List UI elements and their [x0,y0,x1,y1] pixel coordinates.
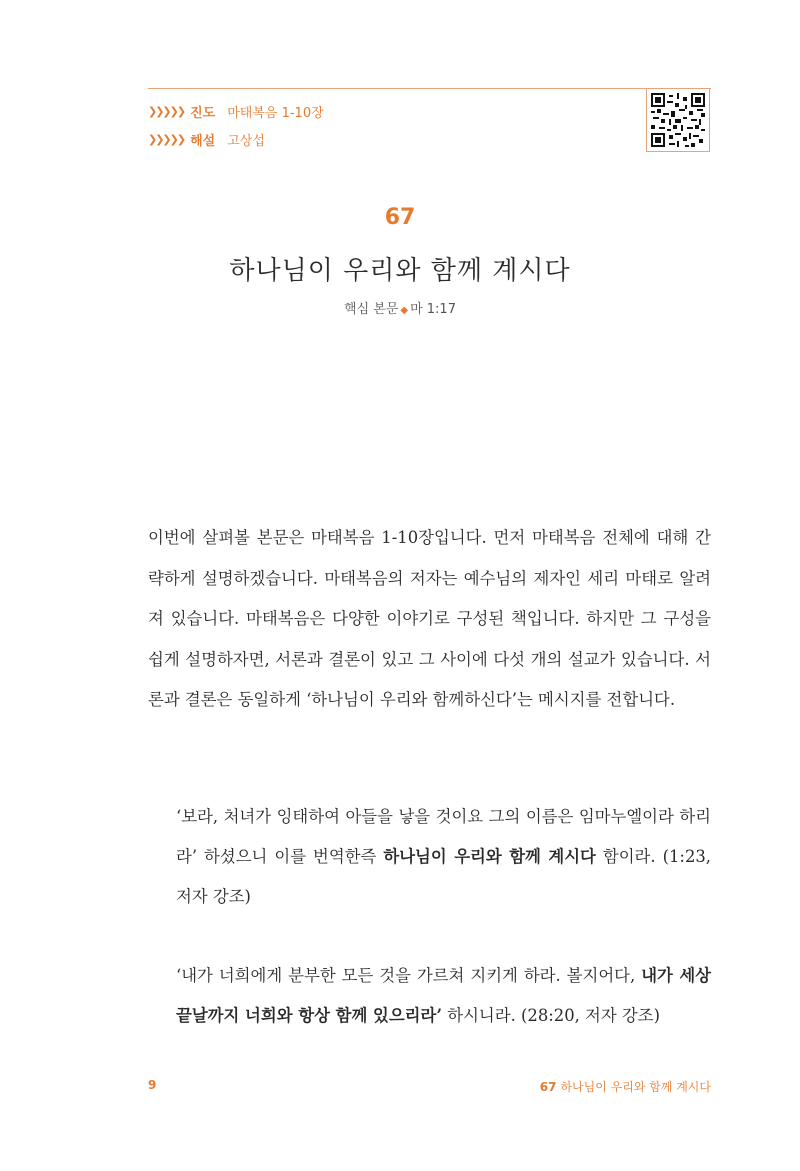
quote-citation: 하시니라. (28:20, 저자 강조) [442,1006,660,1025]
quote-text: ‘내가 너희에게 분부한 모든 것을 가르쳐 지키게 하라. 볼지어다, [176,966,642,985]
header-rule [148,88,711,89]
meta-label: 진도 [190,105,216,121]
chapter-number: 67 [384,205,416,230]
quote-text: ‘보라, 처녀가 잉태하여 아들을 낳을 것이요 그의 이름은 임마누엘이라 하리라’ 하셨으니 이를 번역한즉 [176,807,711,866]
scripture-quote [176,956,711,1036]
page-number: 9 [148,1078,157,1092]
qr-code-icon[interactable] [651,93,705,147]
footer-chapter-number: 67 [539,1080,557,1094]
meta-row-commentary [148,125,324,153]
meta-value: 마태복음 1-10장 [227,105,324,121]
quote-citation: 함이라. (1:23, 저자 강조) [176,847,712,906]
key-passage-label: 핵심 본문 [344,302,399,317]
reading-meta [148,97,324,153]
diamond-icon: ◆ [400,305,409,316]
key-passage [0,298,800,317]
quote-emphasis: 내가 세상 끝날까지 너희와 항상 함께 있으리라’ [176,966,712,1025]
meta-label: 해설 [190,133,216,149]
running-footer [540,1078,711,1095]
chevrons-icon: ❯❯❯❯❯ [148,132,185,146]
meta-value: 고상섭 [227,133,265,149]
qr-code-frame[interactable] [646,88,710,152]
chapter-title: 하나님이 우리와 함께 계시다 [229,256,571,286]
key-passage-ref: 마 1:17 [410,302,456,317]
quote-emphasis: 하나님이 우리와 함께 계시다 [383,847,596,866]
footer-chapter-title: 하나님이 우리와 함께 계시다 [560,1080,711,1094]
chevrons-icon: ❯❯❯❯❯ [148,104,185,118]
meta-row-progress [148,97,324,125]
scripture-quote [176,797,711,917]
body-paragraph: 이번에 살펴볼 본문은 마태복음 1-10장입니다. 먼저 마태복음 전체에 대해 간략하게 설명하겠습니다. 마태복음의 저자는 예수님의 제자인 세리 마태로 알려져 있습니다. 마태복음은 다양한 이야기로 구성된 책입니다. 하지만 그 구성을 쉽게 설명하자면, 서론과 결론이 있고 그 사이에 다섯 개의 설교가 있습니다. 서론과 결론은 동일하게 ‘하나님이 우리와 함께하신다’는 메시지를 전합니다. [148,528,711,709]
